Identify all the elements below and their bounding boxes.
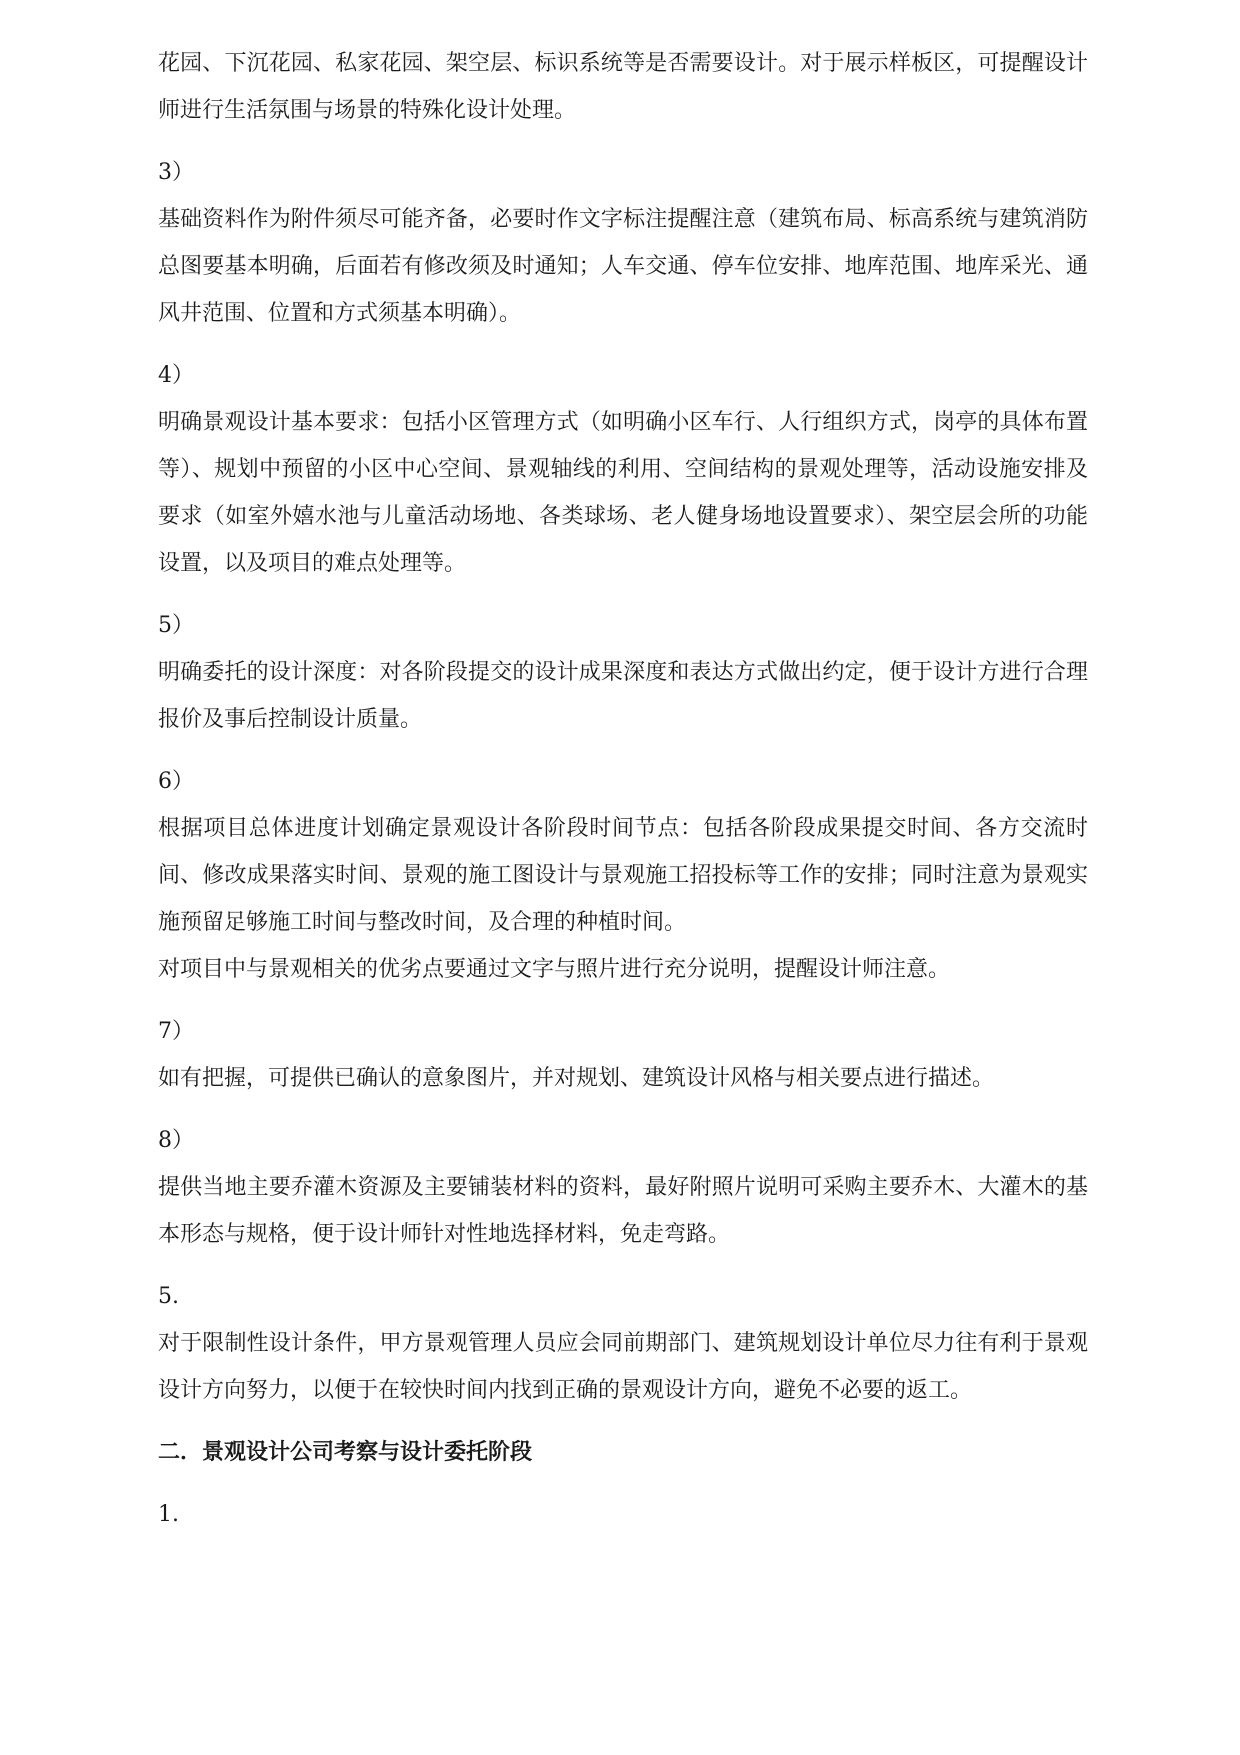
document-body — [158, 40, 1088, 1538]
paragraph-basic-requirements: 明确景观设计基本要求：包括小区管理方式（如明确小区车行、人行组织方式，岗亭的具体布置等）、规划中预留的小区中心空间、景观轴线的利用、空间结构的景观处理等，活动设施安排及要求（如室外嬉水池与儿童活动场地、各类球场、老人健身场地设置要求）、架空层会所的功能设置，以及项目的难点处理等。 — [158, 410, 1088, 576]
item-number-7: 7） — [158, 1019, 194, 1044]
section-number-1: 1. — [158, 1502, 179, 1527]
item-number-8: 8） — [158, 1128, 194, 1153]
paragraph-design-constraints: 对于限制性设计条件，甲方景观管理人员应会同前期部门、建筑规划设计单位尽力往有利于景观设计方向努力，以便于在较快时间内找到正确的景观设计方向，避免不必要的返工。 — [158, 1331, 1088, 1403]
item-number-6: 6） — [158, 769, 194, 794]
item-number-4: 4） — [158, 363, 194, 388]
section-heading-2: 二．景观设计公司考察与设计委托阶段 — [158, 1440, 533, 1465]
paragraph-reference-images: 如有把握，可提供已确认的意象图片，并对规划、建筑设计风格与相关要点进行描述。 — [158, 1066, 995, 1091]
paragraph-schedule: 根据项目总体进度计划确定景观设计各阶段时间节点：包括各阶段成果提交时间、各方交流时间、修改成果落实时间、景观的施工图设计与景观施工招投标等工作的安排；同时注意为景观实施预留足够施工时间与整改时间，及合理的种植时间。 — [158, 816, 1088, 935]
paragraph-garden-design: 花园、下沉花园、私家花园、架空层、标识系统等是否需要设计。对于展示样板区，可提醒设计师进行生活氛围与场景的特殊化设计处理。 — [158, 51, 1088, 123]
item-number-5: 5） — [158, 613, 194, 638]
paragraph-base-materials: 基础资料作为附件须尽可能齐备，必要时作文字标注提醒注意（建筑布局、标高系统与建筑消防总图要基本明确，后面若有修改须及时通知；人车交通、停车位安排、地库范围、地库采光、通风井范围、位置和方式须基本明确）。 — [158, 207, 1088, 326]
paragraph-pros-cons: 对项目中与景观相关的优劣点要通过文字与照片进行充分说明，提醒设计师注意。 — [158, 957, 951, 982]
paragraph-design-depth: 明确委托的设计深度：对各阶段提交的设计成果深度和表达方式做出约定，便于设计方进行合理报价及事后控制设计质量。 — [158, 660, 1088, 732]
item-number-3: 3） — [158, 160, 194, 185]
paragraph-local-materials: 提供当地主要乔灌木资源及主要铺装材料的资料，最好附照片说明可采购主要乔木、大灌木的基本形态与规格，便于设计师针对性地选择材料，免走弯路。 — [158, 1175, 1088, 1247]
section-number-5: 5. — [158, 1284, 179, 1309]
